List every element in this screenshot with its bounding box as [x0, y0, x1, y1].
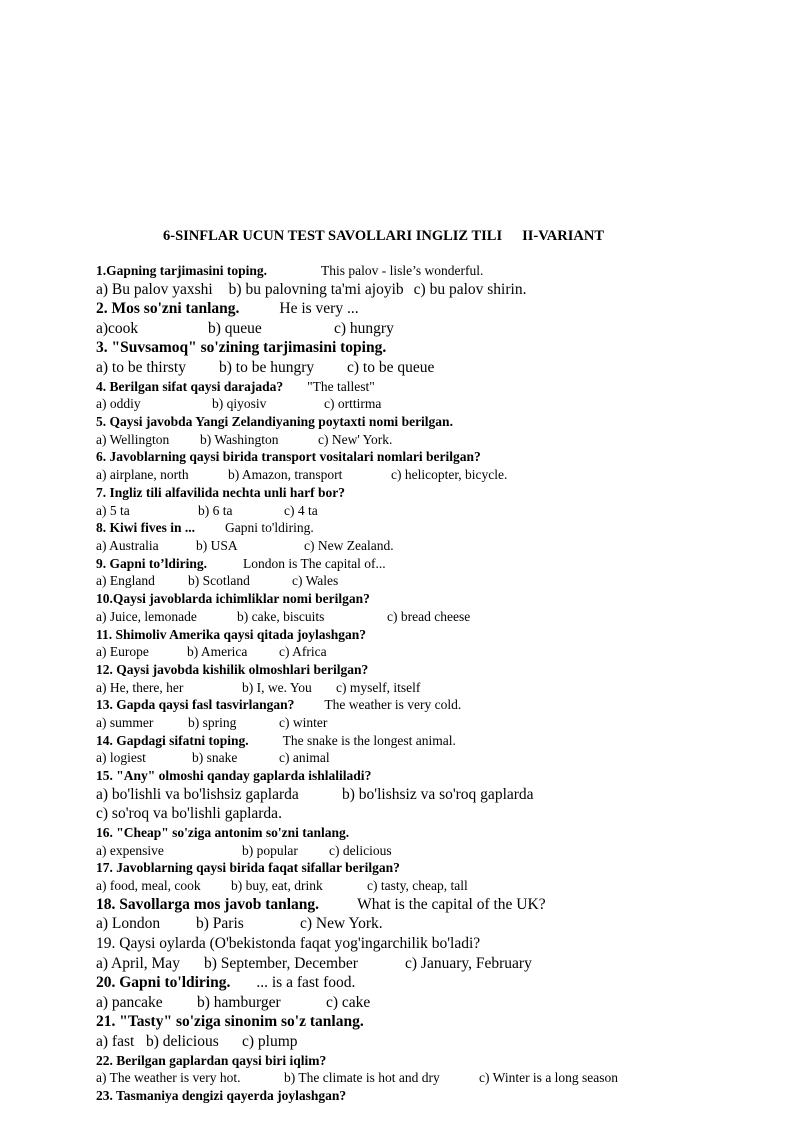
options-15: a) bo'lishli va bo'lishsiz gaplarda b) bo'lishsiz va so'roq gaplarda	[96, 785, 534, 803]
question-22: 22. Berilgan gaplardan qaysi biri iqlim?	[96, 1052, 327, 1068]
document-title	[163, 228, 604, 245]
options-5: a) Wellington b) Washington c) New' York.	[96, 431, 393, 447]
options-11: a) Europe b) America c) Africa	[96, 644, 327, 660]
options-9: a) England b) Scotland c) Wales	[96, 573, 339, 589]
options-22: a) The weather is very hot. b) The climate is hot and dry c) Winter is a long season	[96, 1070, 619, 1086]
question-4: 4. Berilgan sifat qaysi darajada? "The tallest"	[96, 378, 375, 394]
question-14: 14. Gapdagi sifatni toping. The snake is the longest animal.	[96, 732, 456, 748]
question-9: 9. Gapni to’ldiring. London is The capital of...	[96, 555, 386, 571]
options-17: a) food, meal, cook b) buy, eat, drink c) tasty, cheap, tall	[96, 878, 468, 894]
options-13: a) summer b) spring c) winter	[96, 715, 328, 731]
options-7: a) 5 ta b) 6 ta c) 4 ta	[96, 502, 318, 518]
question-2: 2. Mos so'zni tanlang. He is very ...	[96, 300, 359, 318]
question-3: 3. "Suvsamoq" so'zining tarjimasini toping.	[96, 339, 387, 357]
options-14: a) logiest b) snake c) animal	[96, 750, 330, 766]
options-1: a) Bu palov yaxshi b) bu palovning ta'mi ajoyib c) bu palov shirin.	[96, 280, 527, 298]
question-20: 20. Gapni to'ldiring. ... is a fast food.	[96, 974, 356, 992]
question-13: 13. Gapda qaysi fasl tasvirlangan? The weather is very cold.	[96, 697, 462, 713]
options-18: a) London b) Paris c) New York.	[96, 915, 383, 933]
question-12: 12. Qaysi javobda kishilik olmoshlari berilgan?	[96, 661, 369, 677]
question-15: 15. "Any" olmoshi qanday gaplarda ishlaliladi?	[96, 768, 372, 784]
options-8: a) Australia b) USA c) New Zealand.	[96, 538, 394, 553]
question-19: 19. Qaysi oylarda (O'bekistonda faqat yog'ingarchilik bo'ladi?	[96, 935, 481, 953]
question-11: 11. Shimoliv Amerika qaysi qitada joylashgan?	[96, 626, 367, 642]
title-variant: II-VARIANT	[522, 228, 605, 244]
options-20: a) pancake b) hamburger c) cake	[96, 993, 371, 1011]
title-main: 6-SINFLAR UCUN TEST SAVOLLARI INGLIZ TILI	[163, 228, 503, 244]
question-1: 1.Gapning tarjimasini toping. This palov - lisle’s wonderful.	[96, 263, 484, 278]
options-3: a) to be thirsty b) to be hungry c) to be queue	[96, 359, 435, 377]
question-10: 10.Qaysi javoblarda ichimliklar nomi berilgan?	[96, 591, 370, 607]
question-8: 8. Kiwi fives in ... Gapni to'ldiring.	[96, 520, 314, 536]
question-16: 16. "Cheap" so'ziga antonim so'zni tanlang.	[96, 825, 350, 841]
options-4: a) oddiy b) qiyosiv c) orttirma	[96, 396, 382, 412]
question-23: 23. Tasmaniya dengizi qayerda joylashgan?	[96, 1088, 347, 1103]
options-16: a) expensive b) popular c) delicious	[96, 842, 392, 858]
options-6: a) airplane, north b) Amazon, transport c) helicopter, bicycle.	[96, 467, 508, 483]
question-6: 6. Javoblarning qaysi birida transport vositalari nomlari berilgan?	[96, 449, 481, 465]
question-7: 7. Ingliz tili alfavilida nechta unli harf bor?	[96, 484, 346, 500]
question-21: 21. "Tasty" so'ziga sinonim so'z tanlang.	[96, 1013, 364, 1031]
question-17: 17. Javoblarning qaysi birida faqat sifallar berilgan?	[96, 860, 400, 876]
options-21: a) fast b) delicious c) plump	[96, 1033, 298, 1050]
question-18: 18. Savollarga mos javob tanlang. What is the capital of the UK?	[96, 895, 546, 913]
options-10: a) Juice, lemonade b) cake, biscuits c) bread cheese	[96, 608, 471, 624]
question-5: 5. Qaysi javobda Yangi Zelandiyaning poytaxti nomi berilgan.	[96, 414, 453, 430]
question-list	[96, 262, 786, 1105]
options-2: a)cook b) queue c) hungry	[96, 319, 394, 337]
options-15-continued: c) so'roq va bo'lishli gaplarda.	[96, 805, 282, 823]
options-12: a) He, there, her b) I, we. You c) myself, itself	[96, 679, 421, 695]
options-19: a) April, May b) September, December c) January, February	[96, 954, 532, 972]
